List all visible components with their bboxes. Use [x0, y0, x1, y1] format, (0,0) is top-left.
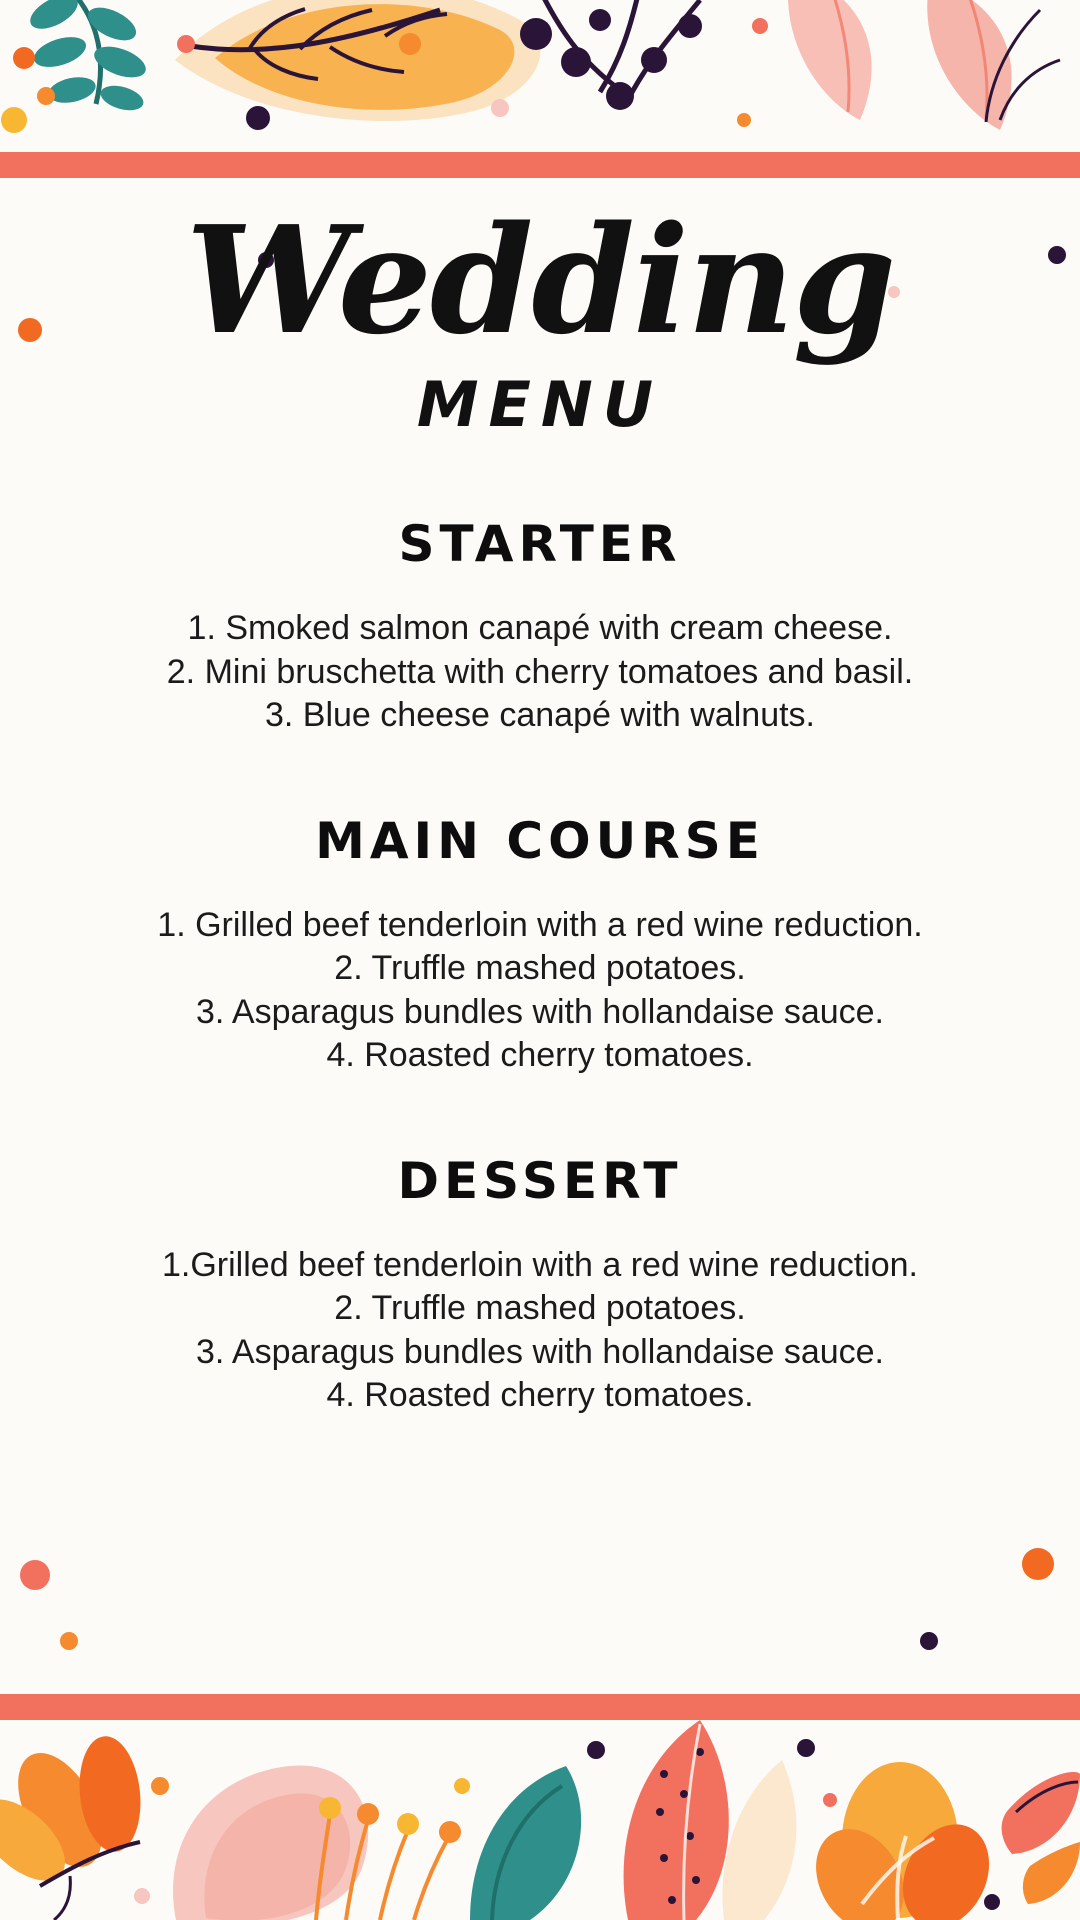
decorative-dot — [1022, 1548, 1054, 1580]
list-item: 2. Mini bruschetta with cherry tomatoes and basil. — [166, 652, 914, 691]
list-item: 1. Smoked salmon canapé with cream cheese. — [187, 609, 893, 647]
top-accent-rule — [0, 152, 1080, 178]
menu-section-dessert — [0, 1152, 1080, 1418]
list-item: 2. Truffle mashed potatoes. — [334, 949, 746, 988]
page-subtitle: MENU — [416, 368, 664, 441]
menu-section-main-course — [0, 812, 1080, 1078]
section-title: MAIN COURSE — [315, 811, 765, 870]
menu-section-starter — [0, 515, 1080, 738]
list-item: 1. Grilled beef tenderloin with a red wine reduction. — [157, 905, 923, 944]
section-title: STARTER — [398, 515, 682, 573]
list-item: 1.Grilled beef tenderloin with a red wine reduction. — [162, 1245, 918, 1284]
section-item-list — [0, 1244, 1080, 1418]
list-item: 4. Roasted cherry tomatoes. — [326, 1036, 754, 1075]
decorative-dot — [920, 1632, 938, 1650]
decorative-dot — [60, 1632, 78, 1650]
list-item: 3. Asparagus bundles with hollandaise sauce. — [195, 1332, 885, 1371]
decorative-dot — [20, 1560, 50, 1590]
page-title: Wedding — [185, 193, 895, 367]
section-item-list — [0, 607, 1080, 738]
section-item-list — [0, 904, 1080, 1078]
list-item: 3. Blue cheese canapé with walnuts. — [264, 696, 815, 735]
list-item: 3. Asparagus bundles with hollandaise sauce. — [195, 992, 885, 1031]
section-title: DESSERT — [397, 1151, 683, 1210]
menu-content — [0, 193, 1080, 1418]
list-item: 2. Truffle mashed potatoes. — [334, 1289, 746, 1328]
list-item: 4. Roasted cherry tomatoes. — [326, 1376, 754, 1415]
bottom-floral-decoration — [0, 1690, 1080, 1920]
